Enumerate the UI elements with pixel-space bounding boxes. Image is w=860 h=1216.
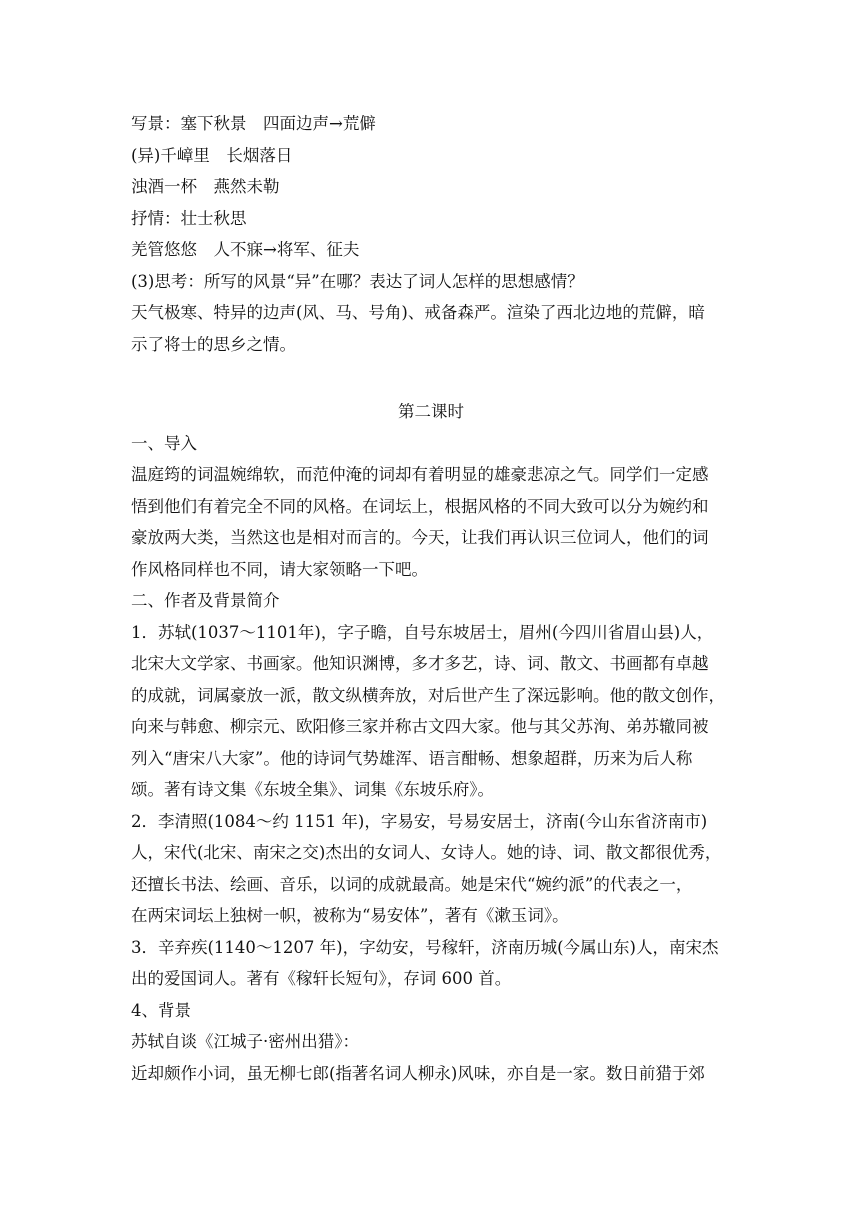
text-line: 北宋大文学家、书画家。他知识渊博，多才多艺，诗、词、散文、书画都有卓越 bbox=[131, 654, 709, 673]
text-line: 写景：塞下秋景 四面边声→荒僻 bbox=[131, 114, 376, 133]
text-line: 悟到他们有着完全不同的风格。在词坛上，根据风格的不同大致可以分为婉约和 bbox=[131, 496, 709, 516]
text-line: 3．辛弃疾(1140～1207 年)，字幼安，号稼轩，济南历城(今属山东)人，南宋杰 bbox=[131, 937, 719, 957]
text-line: 苏轼自谈《江城子·密州出猎》： bbox=[131, 1032, 359, 1051]
text-line: 在两宋词坛上独树一帜，被称为“易安体”，著有《漱玉词》。 bbox=[131, 906, 569, 925]
section-heading: 第二课时 bbox=[398, 402, 464, 421]
text-line: 羌管悠悠 人不寐→将军、征夫 bbox=[131, 240, 360, 259]
text-line: 浊酒一杯 燕然未勒 bbox=[131, 177, 280, 196]
text-line: 人，宋代(北宋、南宋之交)杰出的女词人、女诗人。她的诗、词、散文都很优秀， bbox=[131, 843, 722, 862]
text-line: 颂。著有诗文集《东坡全集》、词集《东坡乐府》。 bbox=[131, 780, 494, 799]
text-line: 的成就，词属豪放一派，散文纵横奔放，对后世产生了深远影响。他的散文创作， bbox=[131, 685, 725, 705]
text-line: 抒情：壮士秋思 bbox=[131, 208, 247, 228]
text-line: 豪放两大类，当然这也是相对而言的。今天，让我们再认识三位词人，他们的词 bbox=[131, 528, 709, 547]
text-line: 列入“唐宋八大家”。他的诗词气势雄浑、语言酣畅、想象超群，历来为后人称 bbox=[131, 748, 693, 768]
text-line: 二、作者及背景简介 bbox=[131, 591, 280, 610]
text-line: 示了将士的思乡之情。 bbox=[131, 334, 296, 354]
text-line: 温庭筠的词温婉绵软，而范仲淹的词却有着明显的雄豪悲凉之气。同学们一定感 bbox=[131, 465, 709, 484]
text-line: 天气极寒、特异的边声(风、马、号角)、戒备森严。渲染了西北边地的荒僻，暗 bbox=[131, 303, 705, 322]
section-notes bbox=[131, 108, 731, 360]
text-line: 一、导入 bbox=[131, 433, 197, 453]
text-line: (3)思考：所写的风景“异”在哪？表达了词人怎样的思想感情？ bbox=[131, 271, 584, 291]
text-line: 还擅长书法、绘画、音乐，以词的成就最高。她是宋代“婉约派”的代表之一， bbox=[131, 874, 693, 894]
text-line: 作风格同样也不同，请大家领略一下吧。 bbox=[131, 559, 428, 579]
text-line: (异)千嶂里 长烟落日 bbox=[131, 145, 293, 165]
text-line: 近却颇作小词，虽无柳七郎(指著名词人柳永)风味，亦自是一家。数日前猎于郊 bbox=[131, 1063, 705, 1083]
text-line: 出的爱国词人。著有《稼轩长短句》，存词 600 首。 bbox=[131, 969, 512, 988]
text-line: 2．李清照(1084～约 1151 年)，字易安，号易安居士，济南(今山东省济南市) bbox=[131, 811, 708, 831]
text-line: 1．苏轼(1037～1101年)，字子瞻，自号东坡居士，眉州(今四川省眉山县)人， bbox=[131, 622, 714, 642]
text-line: 4、背景 bbox=[131, 1000, 191, 1020]
text-line: 向来与韩愈、柳宗元、欧阳修三家并称古文四大家。他与其父苏洵、弟苏辙同被 bbox=[131, 717, 709, 736]
section-second-lesson bbox=[131, 396, 731, 1089]
